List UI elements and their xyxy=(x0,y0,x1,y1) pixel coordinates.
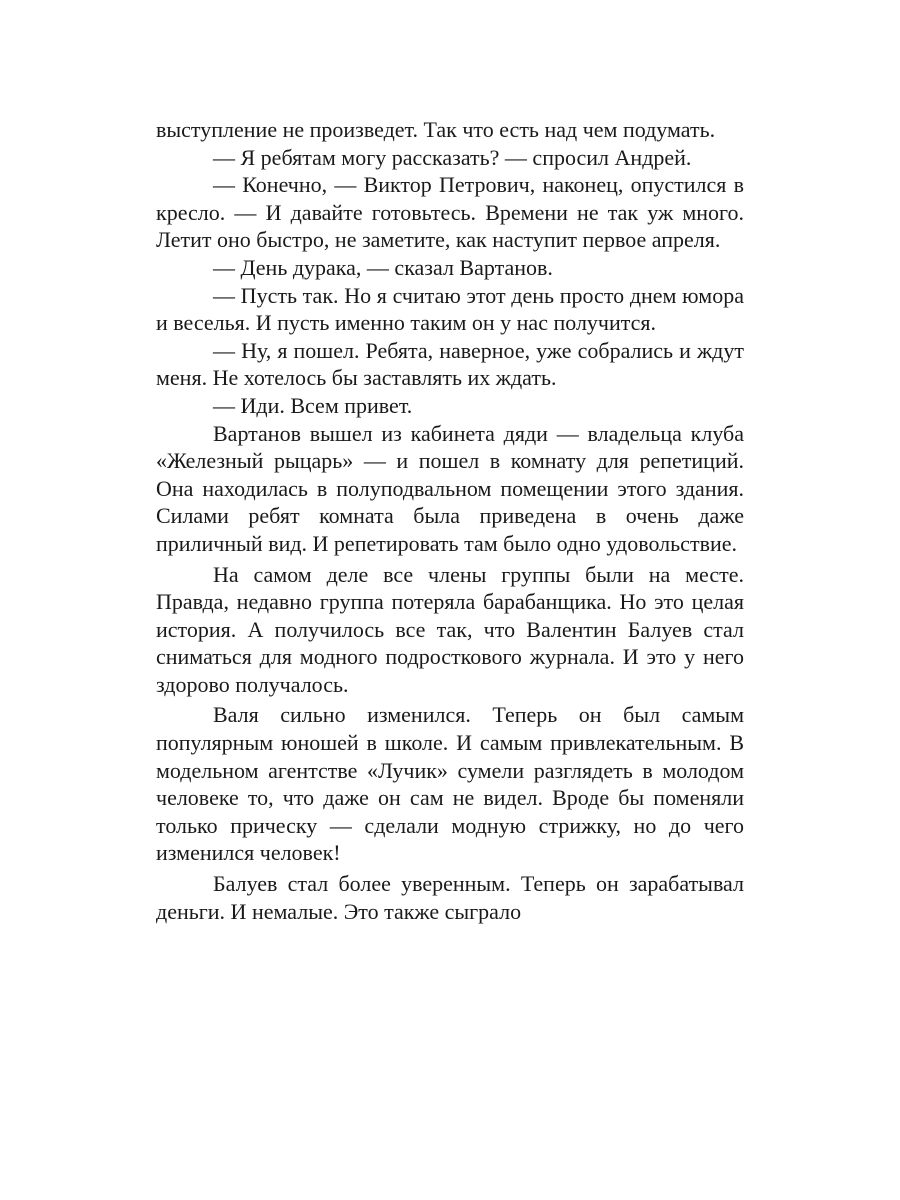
paragraph: — День дурака, — сказал Вартанов. xyxy=(213,254,553,280)
paragraph: Вартанов вышел из кабинета дяди — владельца клуба «Железный рыцарь» — и пошел в комнату для репетиций. Она находилась в полуподвальном помещении этого здания. Силами ребят комната была приведена в очень даже приличный вид. И репетировать там было одно удовольствие. xyxy=(156,420,744,556)
paragraph: выступление не произведет. Так что есть над чем подумать. xyxy=(156,117,716,142)
page-text xyxy=(156,116,744,925)
paragraph: — Иди. Всем привет. xyxy=(213,392,413,418)
paragraph: — Конечно, — Виктор Петрович, наконец, опустился в кресло. — И давайте готовьтесь. Времени не так уж много. Летит оно быстро, не заметите, как наступит первое апреля. xyxy=(156,172,744,253)
paragraph: — Пусть так. Но я считаю этот день просто днем юмора и веселья. И пусть именно таким он у нас получится. xyxy=(156,282,744,336)
paragraph: Балуев стал более уверенным. Теперь он зарабатывал деньги. И немалые. Это также сыграло xyxy=(156,871,744,924)
paragraph: На самом деле все члены группы были на месте. Правда, недавно группа потеряла барабанщика. Но это целая история. А получилось все так, что Валентин Балуев стал сниматься для модного подросткового журнала. И это у него здорово получалось. xyxy=(156,561,744,697)
paragraph: — Ну, я пошел. Ребята, наверное, уже собрались и ждут меня. Не хотелось бы заставлять их ждать. xyxy=(156,337,744,391)
paragraph: Валя сильно изменился. Теперь он был самым популярным юношей в школе. И самым привлекательным. В модельном агентстве «Лучик» сумели разглядеть в молодом человеке то, что даже он сам не видел. Вроде бы поменяли только прическу — сделали модную стрижку, но до чего изменился человек! xyxy=(156,702,744,866)
paragraph: — Я ребятам могу рассказать? — спросил Андрей. xyxy=(213,144,692,170)
